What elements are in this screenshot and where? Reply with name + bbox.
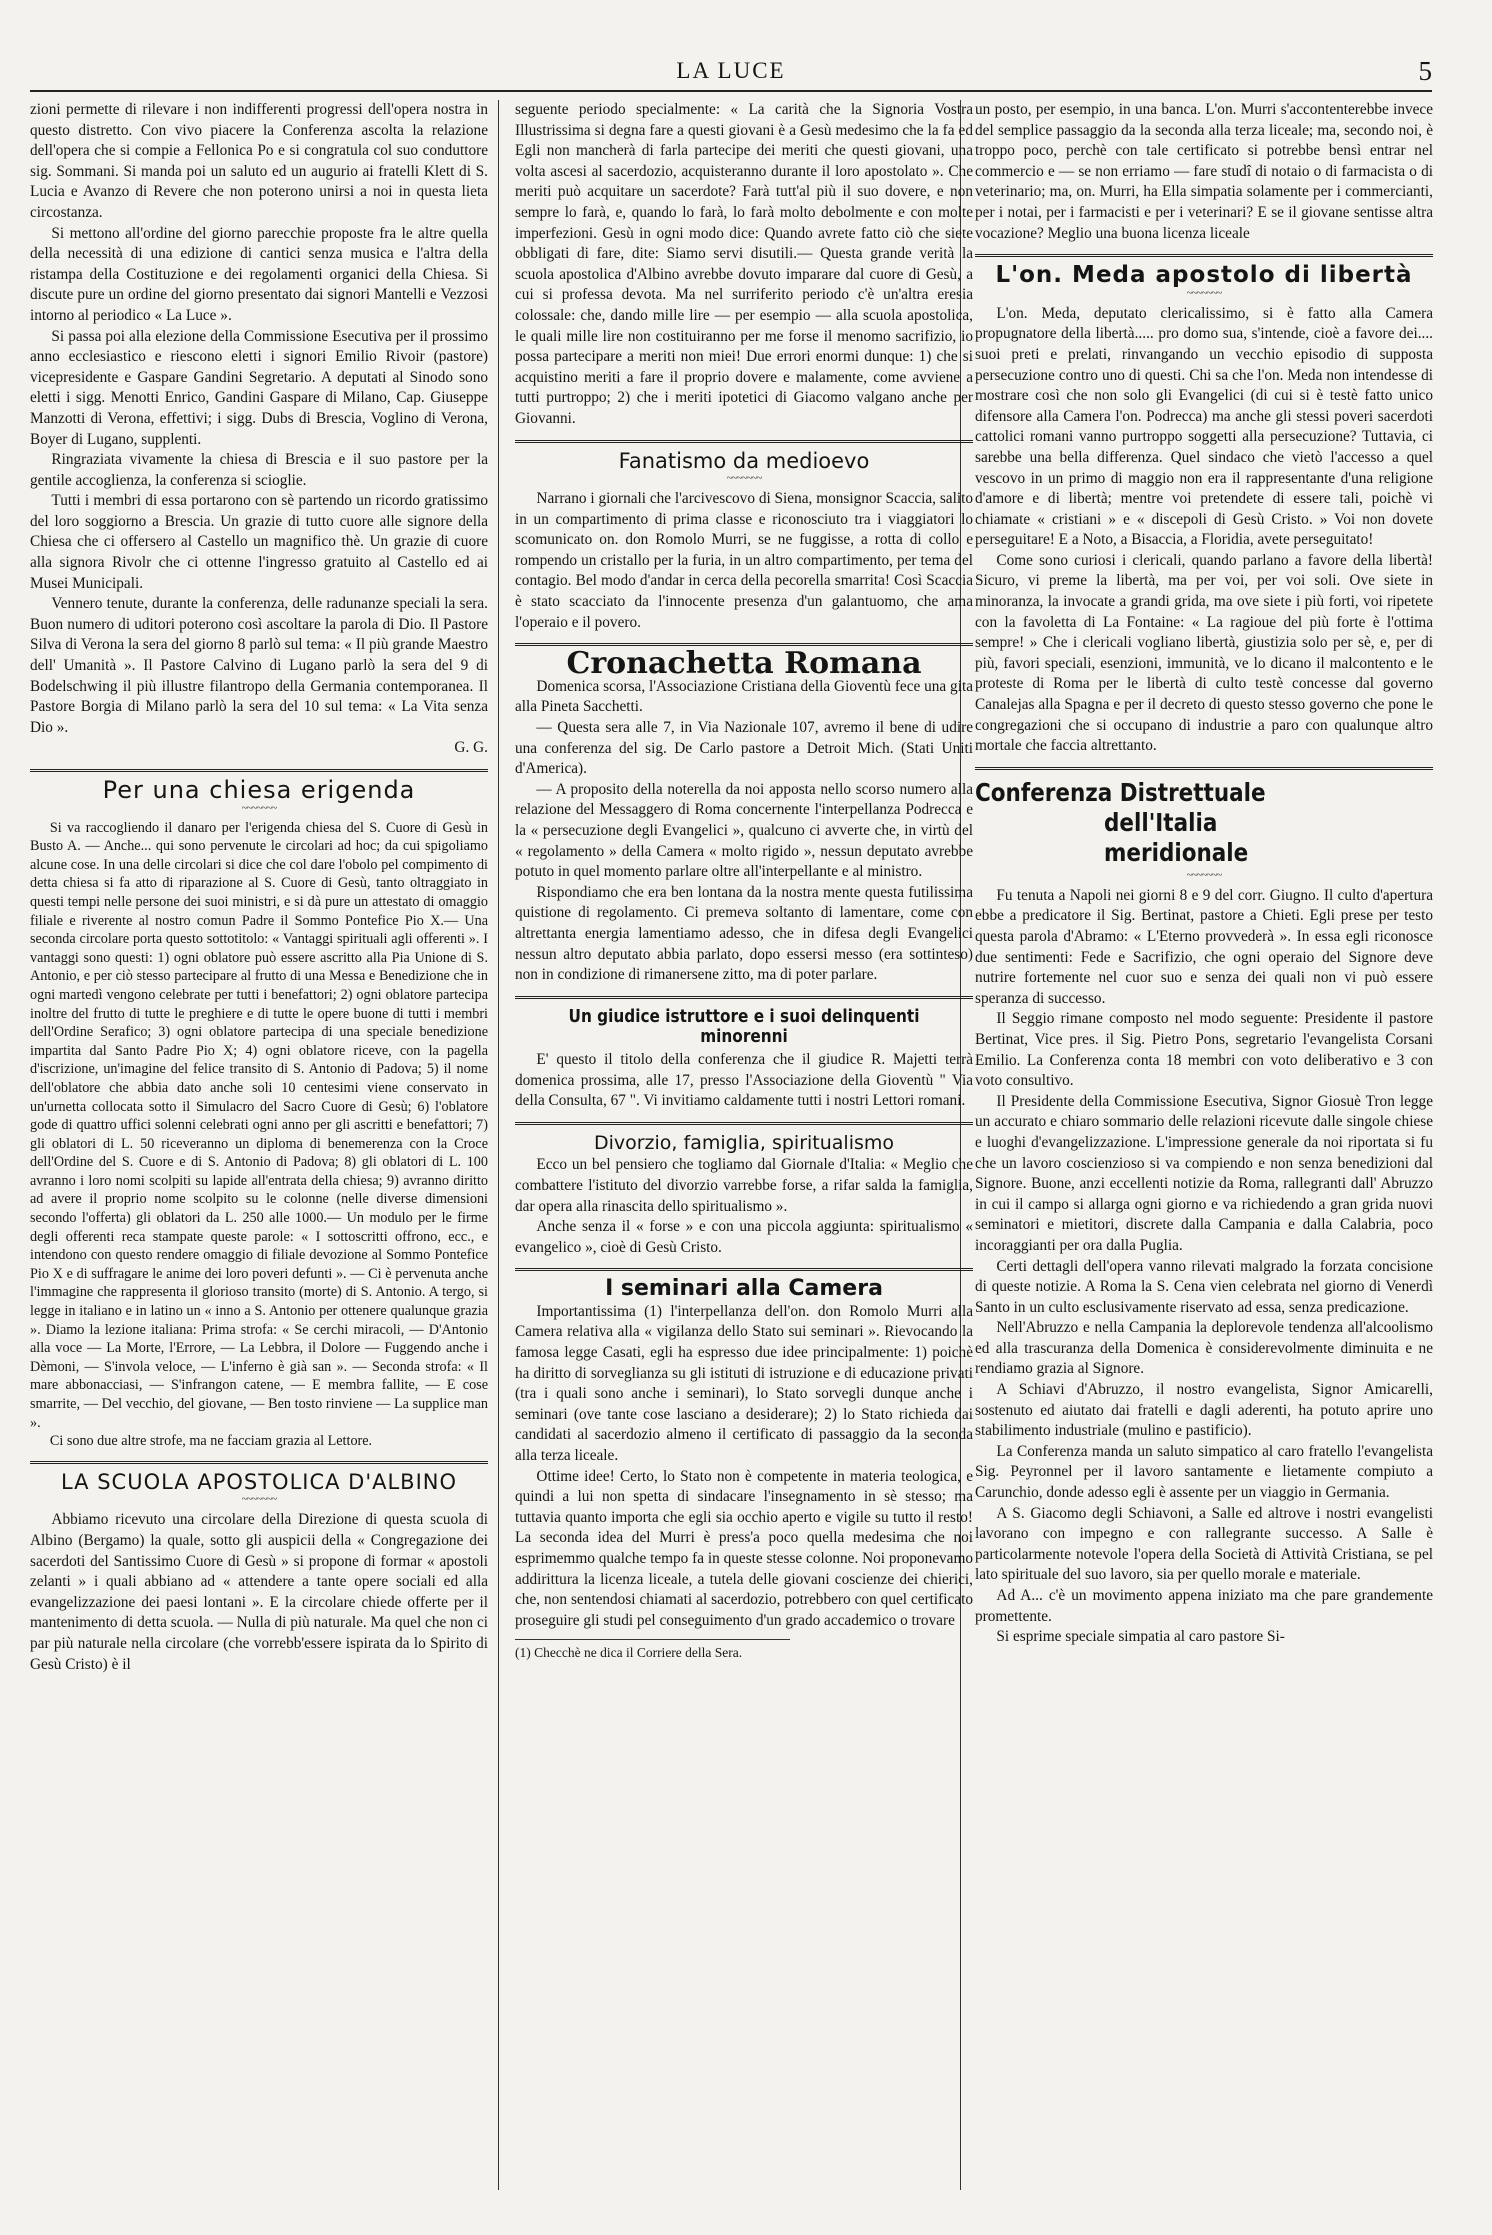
header-rule bbox=[30, 90, 1432, 92]
author-signature: G. G. bbox=[454, 739, 488, 757]
paragraph: Abbiamo ricevuto una circolare della Direzione di questa scuola di Albino (Bergamo) la quale, sotto gli auspicii della « Congregazione dei sacerdoti del Santissimo Cuore di Gesù » si propone di formar « apostoli zelanti » i quali abbiano ad « attendere a tante opere sociali ed alla evangelizzazione dei paesi lontani ». E la circolare chiede offerte per il mantenimento di detta scuola. — Nulla di più naturale. Ma quel che non ci par più naturale nella circolare (che vorrebb'essere ispirata da lo Spirito di Gesù Cristo) è il bbox=[30, 1511, 488, 1673]
paragraph: seguente periodo specialmente: « La carità che la Signoria Vostra Illustrissima si degna fare a questi giovani è a Gesù medesimo che la fa ed Egli non mancherà di farla partecipe dei meriti che questi giovani, una volta ascesi al sacerdozio, acquisteranno durante il loro apostolato ». Che meriti può acquitare un sacerdote? Farà tutt'al più il suo dovere, e non sempre lo farà, e, quando lo farà, lo farà molto debolmente e con molte imperfezioni. Gesù in ogni modo dice: Quando avrete fatto ciò che siete obbligati di fare, dite: Siamo servi disutili.— Questa grande verità la scuola apostolica d'Albino avrebbe dovuto imparare dal cuore di Gesù, a cui si professa devota. Ma nel surriferito periodo c'è un'altra eresia colossale: che, dando mille lire — per esempio — alla scuola apostolica, le quali mille lire non costituiranno per me forse il menomo sacrifizio, io possa partecipare a meriti non miei! Due errori enormi dunque: 1) che si acquistino meriti a fare il proprio dovere e malamente, come avviene a tutti purtroppo; 2) che i meriti ipotetici di Giacomo valgano anche per Giovanni. bbox=[515, 101, 973, 427]
headline-ornament: ~~~~~~~ bbox=[241, 1493, 277, 1506]
paragraph: — Questa sera alle 7, in Via Nazionale 107, avremo il bene di udire una conferenza del sig. De Carlo pastore a Detroit Mich. (Stati Uniti d'America). bbox=[515, 719, 973, 778]
paragraph: A Schiavi d'Abruzzo, il nostro evangelista, Signor Amicarelli, sostenuto ed aiutato dai fratelli e dagli aderenti, ha potuto aprire uno stabilimento industriale (mulino e pastificio). bbox=[975, 1381, 1433, 1440]
paragraph: Si va raccogliendo il danaro per l'erigenda chiesa del S. Cuore di Gesù in Busto A. — Anche... qui sono pervenute le circolari ad hoc; da cui spigoliamo alcune cose. In una delle circolari si dice che col dare l'obolo pel compimento di detta chiesa si fa atto di riparazione al S. Cuore di Gesù, tanto oltraggiato in questi tempi nelle persone dei suoi ministri, e si dà pure un attestato di omaggio filiale e riverente al nostro comun Padre il Sommo Pontefice Pio X.— Una seconda circolare porta questo sottotitolo: « Vantaggi spirituali agli offerenti ». I vantaggi sono questi: 1) ogni oblatore può essere ascritto alla Pia Unione di S. Antonio, e per ciò stesso partecipare al frutto di una Messa e Benedizione che in ogni martedì vengono celebrate per tutti i benefattori; 2) ogni oblatore partecipa inoltre del frutto di tutte le preghiere e di tutte le opere buone di tutti i membri dell'Ordine Serafico; 3) ogni oblatore partecipa di una speciale benedizione impartita dal Santo Padre Pio X; 4) ogni oblatore riceve, con la pagella d'iscrizione, un'imagine del felice transito di S. Antonio di Padova; 5) il nome dell'oblatore che abbia dato anche soli 10 centesimi viene conservato in un'urnetta collocata sotto il Simulacro del Sacro Cuore di Gesù; 6) l'oblatore gode di quattro uffici solenni celebrati ogni anno per gli ascritti e benefattori; 7) gli oblatori di L. 50 riceveranno un diploma di benemerenza con la Croce dell'Ordine del S. Cuore e di S. Antonio di Padova; 8) gli oblatori di L. 100 avranno i loro nomi scolpiti su lapide all'entrata della chiesa; 9) avranno diritto ad avere il proprio nome scolpito su le colonne (nelle diverse dimensioni secondo l'offerta) gli oblatori da L. 250 alle 1000.— Un modulo per le firme degli offerenti reca stampate queste parole: « I sottoscritti offrono, ecc., e intendono con questo rendere omaggio di filiale devozione al Sommo Pontefice Pio X e di suffragare le anime dei loro poveri defunti ». — Ci è pervenuta anche l'immagine che rappresenta il glorioso transito (morte) di S. Antonio. A tergo, si legge in italiano e in latino un « inno a S. Antonio per ottenere qualunque grazia ». Diamo la lezione italiana: Prima strofa: « Se cerchi miracoli, — D'Antonio alla voce — La Morte, l'Errore, — La Lebbra, il Dolore — Fuggendo anche i Dèmoni, — S'invola veloce, — L'inferno è già san ». — Seconda strofa: « Il mare abbonacciasi, — S'infrangon catene, — E membra fallite, — E cose smarrite, — Del vecchio, del giovane, — Ben tosto rinviene — La supplice man ». bbox=[30, 819, 488, 1431]
column-3 bbox=[975, 100, 1433, 1648]
paragraph: La Conferenza manda un saluto simpatico al caro fratello l'evangelista Sig. Peyronnel per il lavoro santamente e lietamente compiuto a Carunchio, donde adesso egli è assente per un viaggio in Germania. bbox=[975, 1442, 1433, 1502]
column-2 bbox=[515, 100, 973, 1664]
headline-ornament: ~~~~~~~ bbox=[1186, 286, 1222, 299]
paragraph: Importantissima (1) l'interpellanza dell'on. don Romolo Murri alla Camera relativa alla « vigilanza dello Stato sui seminari ». Rievocando la famosa legge Casati, egli ha espresso due idee principalmente: 1) poichè ha diritto di sorveglianza su gli istituti di istruzione e di educazione privati (tra i quali sono anche i seminari), lo Stato sorvegli dunque anche i seminari (ove tante cose lasciano a desiderare); 2) lo Stato richieda dai candidati al sacerdozio almeno il certificato di passaggio da la seconda alla terza liceale. bbox=[515, 1302, 973, 1465]
section-rule bbox=[975, 767, 1433, 770]
paragraph: Ottime idee! Certo, lo Stato non è competente in materia teologica, e quindi a lui non spetta di sindacare l'insegnamento in sè stesso; ma tuttavia quanto importa che egli sia occhio aperto e vigile su tutto il resto! La seconda idea del Murri è press'a poco quella medesima che noi esprimemmo qualche tempo fa in queste stesse colonne. Noi proponevamo addirittura la licenza liceale, a tutela delle giovani coscienze dei chierici, che, non sentendosi chiamati al sacerdozio, potrebbero con quel certificato proseguire gli studi pel conseguimento d'un grado accademico o trovare bbox=[515, 1467, 973, 1629]
paragraph: Come sono curiosi i clericali, quando parlano a favore della libertà! Sicuro, vi preme la libertà, ma per voi, per voi soli. Ove siete in minoranza, la invocate a grandi grida, ma ove siete i più forti, voi ripetete con la favoletta di La Fontaine: « La ragioue del più forte è l'ottima sempre! » Che i clericali vogliano libertà, giustizia solo per sè, e, per di più, favori speciali, esenzioni, immunità, ve lo dicano il malcontento e le proteste di Roma per le libertà di culto testè concesse dal governo Canalejas alla Spagna e per il decreto di questo stesso governo che pone le congregazioni che si occupano di industrie a paro con qualunque altro mortale che faccia altrettanto. bbox=[975, 551, 1433, 755]
headline-ornament: ~~~~~~~ bbox=[241, 801, 277, 814]
paragraph: Nell'Abruzzo e nella Campania la deplorevole tendenza all'alcoolismo ed alla trascuranza della Domenica è considerevolmente diminuita e ne rendiamo grazia al Signore. bbox=[975, 1319, 1433, 1378]
footnote: (1) Checchè ne dica il Corriere della Sera. bbox=[515, 1639, 790, 1664]
section-rule bbox=[515, 440, 973, 443]
headline-line: Conferenza Distrettuale bbox=[975, 777, 1266, 807]
paragraph: Il Seggio rimane composto nel modo seguente: Presidente il pastore Bertinat, Vice pres. il Sig. Pietro Pons, segretario l'evangelista Corsani Emilio. La Conferenza conta 18 membri con voto deliberativo e 3 con voto consultivo. bbox=[975, 1010, 1433, 1090]
paragraph: Anche senza il « forse » e con una piccola aggiunta: spiritualismo « evangelico », cioè di Gesù Cristo. bbox=[515, 1218, 973, 1256]
article-headline: I seminari alla Camera bbox=[605, 1276, 883, 1302]
paragraph: Certi dettagli dell'opera vanno rilevati malgrado la forzata concisione di queste notizie. A Roma la S. Cena vien celebrata nel giorno di Venerdì Santo in un culto esclusivamente riservato ad essa, senza predicazione. bbox=[975, 1257, 1433, 1316]
paragraph: Vennero tenute, durante la conferenza, delle radunanze speciali la sera. Buon numero di uditori poterono così ascoltare la parola di Dio. Il Pastore Silva di Verona la sera del giorno 8 parlò sul tema: « Il più grande Maestro dell' Umanità ». Il Pastore Calvino di Lugano parlò la sera del 9 di Bodelschwing il più illustre filantropo della Germania contemporanea. Il Pastore Borgia di Milano parlò la sera del 10 sul tema: « La Vita senza Dio ». bbox=[30, 595, 488, 736]
section-rule bbox=[975, 254, 1433, 257]
headline-ornament: ~~~~~~~ bbox=[1186, 868, 1222, 881]
column-1 bbox=[30, 100, 488, 1675]
section-rule bbox=[515, 1268, 973, 1271]
paragraph: Si esprime speciale simpatia al caro pastore Si- bbox=[996, 1628, 1285, 1646]
paragraph: Ci sono due altre strofe, ma ne facciam grazia al Lettore. bbox=[49, 1433, 373, 1450]
paragraph: Tutti i membri di essa portarono con sè partendo un ricordo gratissimo del loro soggiorno a Brescia. Un grazie di tutto cuore alle signore della Chiesa che ci offersero al Castello un magnifico thè. Un grazie di cuore alla signora Rivolr che ci ottenne l'ingresso gratuito al Castello ed ai Musei Municipali. bbox=[30, 492, 488, 592]
paragraph: E' questo il titolo della conferenza che il giudice R. Majetti terrà domenica prossima, alle 17, presso l'Associazione della Gioventù " Via della Consulta, 67 ". Vi invitiamo caldamente tutti i nostri Lettori romani. bbox=[515, 1050, 973, 1110]
headline-ornament: ~~~~~~~ bbox=[726, 472, 762, 485]
paragraph: — A proposito della noterella da noi apposta nello scorso numero alla relazione del Messaggero di Roma concernente l'interpellanza Podrecca e la « persecuzione degli Evangelici », qualcuno ci avverte che, in virtù del « regolamento » della Camera « molto rigido », nessun deputato avrebbe potuto in quel momento parlare oltre all'interpellante e al ministro. bbox=[515, 780, 973, 881]
paragraph: Narrano i giornali che l'arcivescovo di Siena, monsignor Scaccia, salito in un compartimento di prima classe e riconosciuto tra i viaggiatori lo scomunicato on. don Romolo Murri, se ne fuggisse, a rotta di collo e rompendo un cristallo per la furia, in un altro compartimento, per tema del contagio. Bel modo d'andar in cerca della pecorella smarrita! Così Scaccia è stato scacciato da l'innocente presenza d'un galantuomo, che ama l'operaio e il povero. bbox=[515, 490, 973, 631]
paragraph: Si passa poi alla elezione della Commissione Esecutiva per il prossimo anno ecclesiastico e riescono eletti i signori Emilio Rivoir (pastore) vicepresidente e Gaspare Gandini Segretario. A deputati al Sinodo sono eletti i sigg. Menotti Enrico, Gandini Gaspare di Milano, Cap. Giuseppe Manzotti di Verona, effettivi; i sigg. Dubs di Brescia, Voglino di Verona, Boyer di Lugano, supplenti. bbox=[30, 327, 488, 448]
paragraph: Rispondiamo che era ben lontana da la nostra mente questa futilissima quistione di regolamento. Ci premeva soltanto di lamentare, come con altrettanta energia lamentiamo adesso, che in difesa degli Evangelici nessun altro deputato abbia parlato, dopo essersi messo (era sottinteso) non in condizione di rimanersene zitto, ma di poter parlare. bbox=[515, 883, 973, 984]
paragraph: Il Presidente della Commissione Esecutiva, Signor Giosuè Tron legge un accurato e chiaro sommario delle relazioni ricevute dalle singole chiese e luoghi d'evangelizzazione. L'impressione generale da noi riportata si fu che un lavoro coscienzioso si va compiendo e non senza benedizioni dal Signore. Buone, anzi eccellenti notizie da Roma, rallegranti dall' Abruzzo in cui il campo si allarga ogni giorno e va richiedendo a gran grida nuovi seminatori e mietitori, discrete dalla Campania e dalla Calabria, poco incoraggianti per ora dalla Puglia. bbox=[975, 1092, 1433, 1254]
section-rule bbox=[30, 769, 488, 772]
article-headline: Un giudice istruttore e i suoi delinquenti minorenni bbox=[568, 1005, 920, 1048]
section-rule bbox=[515, 1122, 973, 1125]
paragraph: un posto, per esempio, in una banca. L'on. Murri s'accontenterebbe invece del semplice passaggio da la seconda alla terza liceale; ma, secondo noi, è troppo poco, perchè con tale certificato si potrebbe bensì entrar nel commercio e — se non erriamo — fare studî di notaio o di farmacista o di veterinario; ma, on. Murri, ha Ella simpatia solamente per i commercianti, per i notai, per i farmacisti e per i veterinari? E se il giovane sentisse altra vocazione? Meglio una buona licenza liceale bbox=[975, 101, 1433, 242]
article-headline: Fanatismo da medioevo bbox=[618, 448, 870, 473]
paragraph: Ad A... c'è un movimento appena iniziato ma che pare grandemente promettente. bbox=[975, 1587, 1433, 1625]
article-headline: L'on. Meda apostolo di libertà bbox=[995, 262, 1413, 289]
paragraph: Ringraziata vivamente la chiesa di Brescia e il suo pastore per la gentile accoglienza, la conferenza si scioglie. bbox=[30, 451, 488, 489]
article-headline: Per una chiesa erigenda bbox=[102, 776, 416, 804]
paragraph: Fu tenuta a Napoli nei giorni 8 e 9 del corr. Giugno. Il culto d'apertura ebbe a predicatore il Sig. Bertinat, pastore a Chieti. Egli prese per testo questa parola d'Abramo: « L'Eterno provvederà ». In essa egli riconosce due sentimenti: Fede e Sacrifizio, che ogni operaio del Signore deve nutrire fortemente nel cuor suo e senza dei quali non vi può essere speranza di successo. bbox=[975, 886, 1433, 1007]
paragraph: Domenica scorsa, l'Associazione Cristiana della Gioventù fece una gita alla Pineta Sacchetti. bbox=[515, 677, 973, 716]
paragraph: Ecco un bel pensiero che togliamo dal Giornale d'Italia: « Meglio che combattere l'istituto del divorzio varrebbe forse, a rifar salda la famiglia, dar opera alla rinascita dello spiritualismo ». bbox=[515, 1156, 973, 1215]
paragraph: zioni permette di rilevare i non indifferenti progressi dell'opera nostra in questo distretto. Con vivo piacere la Conferenza ascolta la relazione dell'opera che si compie a Fellonica Po e si congratula col suo conduttore sig. Sommani. Si manda poi un saluto ed un augurio ai fratelli Klett di S. Lucia e Avanzo di Revere che non poterono unirsi a noi in questa lieta circostanza. bbox=[30, 101, 488, 221]
section-rule bbox=[515, 996, 973, 999]
article-body bbox=[30, 819, 488, 1451]
section-rule bbox=[30, 1461, 488, 1464]
article-headline: Cronachetta Romana bbox=[566, 646, 922, 682]
paragraph: L'on. Meda, deputato clericalissimo, si è fatto alla Camera propugnatore della libertà..... pro domo sua, s'intende, cioè a favore dei.... suoi preti e prelati, rinvangando un vecchio episodio di supposta persecuzione contro uno di questi. Chi sa che l'on. Meda non intendesse di mostrare così che non solo gli Evangelici (di cui si è testè fatto unico difensore alla Camera l'on. Podrecca) ma anche gli stessi poveri sacerdoti cattolici romani vanno purtroppo soggetti alla persecuzione? Tuttavia, ci sarebbe una bella differenza. Quel sindaco che vietò l'accesso a quel vescovo in un primo di maggio non era il rappresentante d'una religione d'amore e di libertà; mentre voi pretendete di essere tali, poichè vi chiamate « cristiani » e « discepoli di Gesù Cristo. » Voi non dovete perseguitare! E a Noto, a Bisaccia, a Floridia, avete perseguitato! bbox=[975, 304, 1433, 549]
article-headline: LA SCUOLA APOSTOLICA D'ALBINO bbox=[60, 1469, 458, 1494]
page-number: 5 bbox=[1418, 56, 1432, 86]
page-header bbox=[30, 56, 1432, 94]
article-headline bbox=[975, 778, 1369, 868]
masthead-title: LA LUCE bbox=[676, 58, 786, 83]
paragraph: A S. Giacomo degli Schiavoni, a Salle ed altrove i nostri evangelisti lavorano con impegno e con rallegrante successo. A Salle è particolarmente notevole l'opera della Società di Attività Cristiana, se pel lato spirituale del suo lavoro, sia per quello morale e materiale. bbox=[975, 1504, 1433, 1584]
column-divider bbox=[498, 100, 499, 2190]
headline-line: dell'Italia meridionale bbox=[1104, 807, 1249, 867]
paragraph: Si mettono all'ordine del giorno parecchie proposte fra le altre quella della necessità di una edizione di cantici senza musica e l'altra della ristampa della Costituzione e dei regolamenti organici della Chiesa. Si discute pure un ordine del giorno presentato dai signori Mantelli e Vezzosi intorno al periodico « La Luce ». bbox=[30, 224, 488, 324]
article-headline: Divorzio, famiglia, spiritualismo bbox=[593, 1131, 895, 1154]
